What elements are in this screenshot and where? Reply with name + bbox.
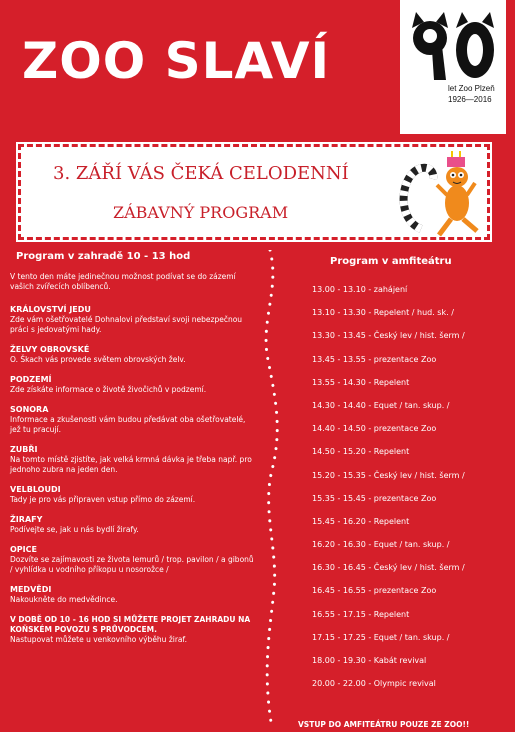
garden-item-title: PODZEMÍ — [10, 375, 52, 384]
schedule-row: 17.15 - 17.25 - Equet / tan. skup. / — [312, 632, 450, 642]
garden-item-desc: Na tomto místě zjistíte, jak velká krmná dávka je třeba např. pro jednoho zubra na jeden den. — [10, 455, 252, 474]
garden-item-title: SONORA — [10, 405, 49, 414]
carriage-note-text: Nastupovat můžete u venkovního výběhu žiraf. — [10, 635, 187, 644]
schedule-row: 18.00 - 19.30 - Kabát revival — [312, 656, 427, 665]
garden-item-title: OPICE — [10, 545, 37, 554]
garden-item-title: KRÁLOVSTVÍ JEDU — [10, 305, 91, 314]
schedule-row: 16.45 - 16.55 - prezentace Zoo — [312, 586, 437, 596]
lemur-mascot-icon — [399, 151, 485, 239]
garden-item-title: MEDVĚDI — [10, 585, 52, 594]
schedule-row: 14.50 - 15.20 - Repelent — [312, 447, 410, 457]
poster-title: ZOO SLAVÍ — [22, 32, 331, 90]
garden-item-desc: O. Škach vás provede světem obrovských želv. — [10, 355, 186, 364]
garden-item-title: ŽELVY OBROVSKÉ — [10, 345, 90, 354]
schedule-row: 13.30 - 13.45 - Český lev / hist. šerm / — [312, 331, 465, 341]
schedule-row: 16.30 - 16.45 - Český lev / hist. šerm / — [312, 563, 465, 573]
banner-line-2: ZÁBAVNÝ PROGRAM — [113, 203, 289, 222]
garden-item-desc: Nakoukněte do medvědince. — [10, 595, 118, 604]
carriage-note — [10, 615, 255, 645]
garden-item-desc: Dozvíte se zajímavosti ze života lemurů / trop. pavilon / a gibonů / vyhlídka u vodního příkopu u nosorožce / — [10, 555, 254, 574]
garden-item — [10, 405, 255, 435]
garden-item-desc: Tady je pro vás připraven vstup přímo do zázemí. — [10, 495, 196, 504]
schedule-row: 16.55 - 17.15 - Repelent — [312, 609, 410, 619]
amphi-footer: VSTUP DO AMFITEÁTRU POUZE ZE ZOO!! — [298, 720, 470, 730]
garden-item-desc: Zde vám ošetřovatelé Dohnalovi představí svoji nebezpečnou práci s jedovatými hady. — [10, 315, 243, 334]
schedule-row: 16.20 - 16.30 - Equet / tan. skup. / — [312, 540, 450, 550]
garden-intro: V tento den máte jedinečnou možnost podívat se do zázemí vašich zvířecích oblíbenců. — [10, 272, 236, 291]
garden-item — [10, 305, 255, 335]
schedule-row: 13.45 - 13.55 - prezentace Zoo — [312, 354, 437, 364]
schedule-row: 15.20 - 15.35 - Český lev / hist. šerm / — [312, 470, 465, 480]
schedule-row: 14.40 - 14.50 - prezentace Zoo — [312, 424, 437, 434]
ninety-cat-logo-icon — [406, 10, 500, 82]
garden-item-title: ZUBŘI — [10, 445, 38, 454]
garden-item — [10, 445, 255, 475]
garden-item — [10, 345, 255, 365]
garden-heading: Program v zahradě 10 - 13 hod — [16, 251, 191, 262]
garden-item-title: VELBLOUDI — [10, 485, 61, 494]
garden-item-title: ŽIRAFY — [10, 515, 43, 524]
schedule-row: 20.00 - 22.00 - Olympic revival — [312, 679, 436, 689]
schedule-row: 13.00 - 13.10 - zahájení — [312, 285, 408, 294]
banner-line-1: 3. ZÁŘÍ VÁS ČEKÁ CELODENNÍ — [53, 163, 349, 184]
garden-item — [10, 545, 255, 575]
schedule-row: 15.35 - 15.45 - prezentace Zoo — [312, 493, 437, 503]
carriage-note-bold: V DOBĚ OD 10 - 16 HOD SI MŮŽETE PROJET ZAHRADU NA KOŇSKÉM POVOZU S PRŮVODCEM. — [10, 615, 251, 634]
garden-item — [10, 375, 255, 395]
garden-item-desc: Informace a zkušenosti vám budou předávat oba ošetřovatelé, jež tu pracují. — [10, 415, 246, 434]
garden-item-desc: Zde získáte informace o životě živočichů v podzemí. — [10, 385, 207, 394]
badge-caption: let Zoo Plzeň — [448, 84, 495, 93]
garden-item-desc: Podívejte se, jak u nás bydlí žirafy. — [10, 525, 139, 534]
garden-item — [10, 585, 255, 605]
amphitheatre-program — [298, 248, 508, 729]
garden-item — [10, 515, 255, 535]
schedule-row: 14.30 - 14.40 - Equet / tan. skup. / — [312, 400, 450, 410]
garden-item — [10, 485, 255, 505]
amphi-heading: Program v amfiteátru — [330, 256, 452, 267]
anniversary-badge — [400, 0, 506, 134]
garden-program — [10, 248, 255, 645]
badge-years: 1926—2016 — [448, 95, 492, 104]
schedule-row: 13.55 - 14.30 - Repelent — [312, 377, 410, 387]
banner — [18, 144, 490, 240]
schedule-row: 13.10 - 13.30 - Repelent / hud. sk. / — [312, 308, 454, 318]
schedule-row: 15.45 - 16.20 - Repelent — [312, 516, 410, 526]
dotted-divider — [258, 250, 288, 728]
